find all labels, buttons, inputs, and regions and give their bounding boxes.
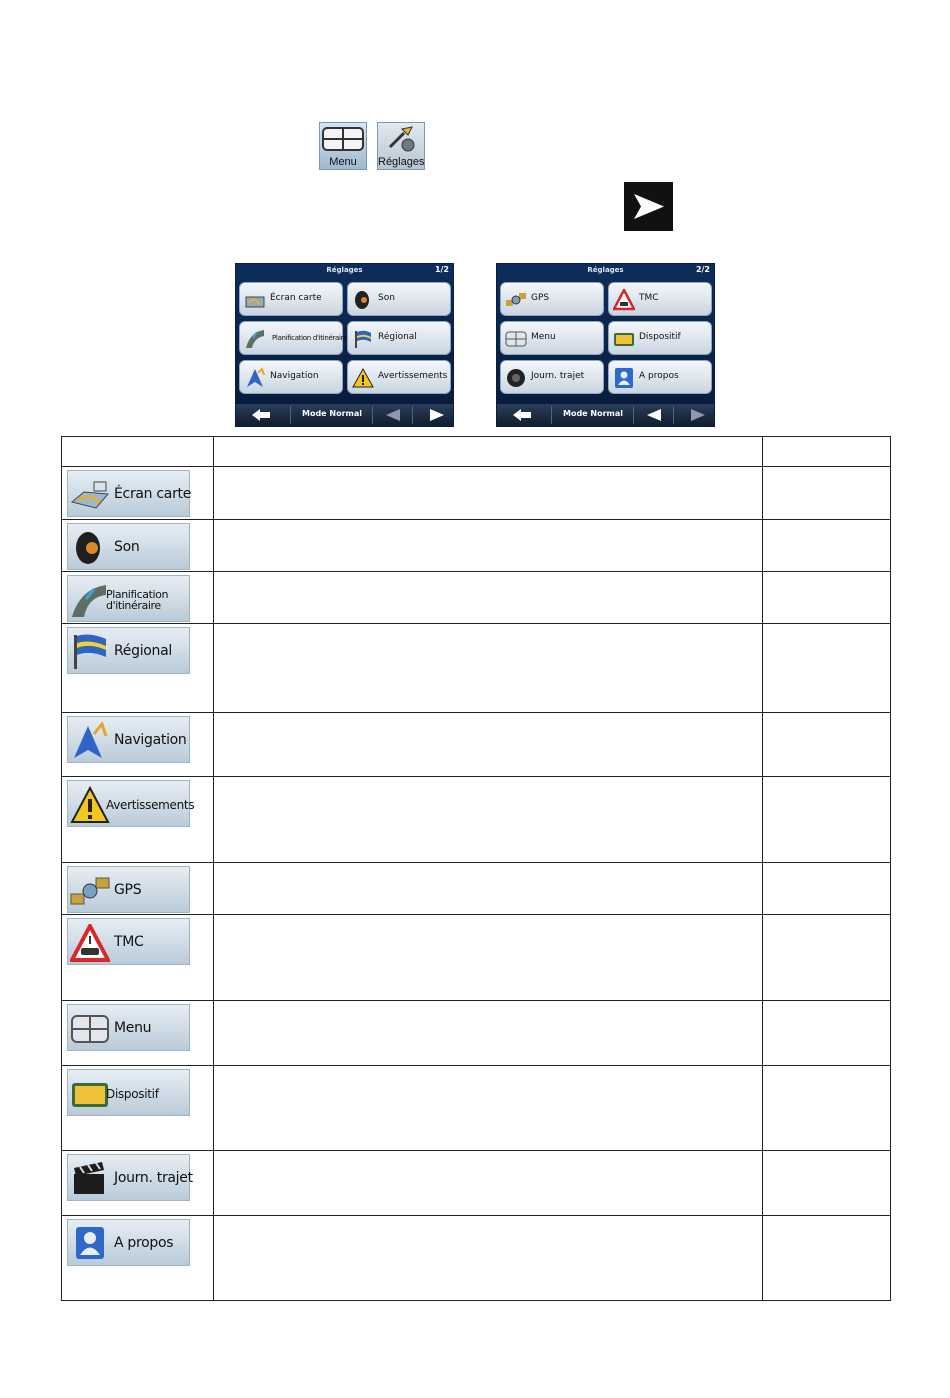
journ-trajet-button[interactable] <box>67 1154 193 1201</box>
menu-label: Menu <box>329 156 357 168</box>
ecran-carte-label: Écran carte <box>114 486 192 502</box>
clapperboard-icon <box>70 1160 110 1198</box>
regional-label: Régional <box>114 643 172 659</box>
settings-table <box>61 436 891 1301</box>
table-row <box>62 1001 891 1066</box>
ecran-carte-button[interactable] <box>67 470 190 517</box>
screen-btn-label: Planification d'itinéraire <box>272 334 348 342</box>
reglages-button[interactable] <box>377 122 425 170</box>
screen-btn-ecran-carte[interactable] <box>239 282 343 316</box>
next-page-icon[interactable] <box>426 408 448 422</box>
clapperboard-icon <box>505 367 527 389</box>
screen-btn-gps[interactable] <box>500 282 604 316</box>
screen-btn-avertissements[interactable] <box>347 360 451 394</box>
table-row <box>62 572 891 624</box>
traffic-warning-icon <box>70 924 110 962</box>
table-row <box>62 1216 891 1301</box>
speaker-icon <box>70 529 110 567</box>
dispositif-button[interactable] <box>67 1069 190 1116</box>
device-icon <box>70 1075 110 1113</box>
screen-btn-son[interactable] <box>347 282 451 316</box>
satellite-icon <box>70 872 110 910</box>
screen-btn-label: Avertissements <box>378 371 448 381</box>
play-arrow-icon <box>624 182 673 231</box>
screen-title: Réglages <box>587 266 624 274</box>
next-page-icon[interactable] <box>687 408 709 422</box>
journ-trajet-label: Journ. trajet <box>114 1170 193 1186</box>
planification-label-line1: Planification <box>106 588 169 601</box>
map-screen-icon <box>70 476 110 514</box>
screen-btn-label: Navigation <box>270 371 319 381</box>
device-icon <box>613 328 635 350</box>
mode-label[interactable]: Mode Normal <box>562 409 623 418</box>
screen-btn-label: Son <box>378 293 395 303</box>
screen-title: Réglages <box>326 266 363 274</box>
table-row <box>62 863 891 915</box>
about-person-icon <box>613 367 635 389</box>
avertissements-button[interactable] <box>67 780 195 827</box>
wrench-icon <box>378 123 424 155</box>
planification-label-line2: d'itinéraire <box>106 599 161 612</box>
gps-button[interactable] <box>67 866 190 913</box>
header-cell <box>214 437 763 467</box>
table-row <box>62 467 891 520</box>
warning-icon <box>352 367 374 389</box>
satellite-icon <box>505 289 527 311</box>
settings-screen-page-2 <box>496 263 715 427</box>
warning-icon <box>70 786 110 824</box>
screen-btn-label: Dispositif <box>639 332 681 342</box>
screen-btn-navigation[interactable] <box>239 360 343 394</box>
reglages-label: Réglages <box>378 156 425 168</box>
flag-icon <box>70 633 110 671</box>
screen-btn-label: GPS <box>531 293 550 303</box>
screen-bottom-bar <box>236 404 453 426</box>
table-row <box>62 777 891 863</box>
screen-btn-label: Régional <box>378 332 417 342</box>
screen-btn-regional[interactable] <box>347 321 451 355</box>
page-indicator: 2/2 <box>695 265 710 274</box>
screen-btn-journ-trajet[interactable] <box>500 360 604 394</box>
menu-grid-icon <box>70 1010 110 1048</box>
back-arrow-icon[interactable] <box>511 408 533 422</box>
table-row <box>62 713 891 777</box>
son-label: Son <box>114 539 140 555</box>
dispositif-label: Dispositif <box>106 1087 159 1101</box>
menu-grid-icon <box>320 125 366 155</box>
table-row <box>62 520 891 572</box>
flag-icon <box>352 328 374 350</box>
tmc-button[interactable] <box>67 918 190 965</box>
screen-btn-menu[interactable] <box>500 321 604 355</box>
menu-settings-button[interactable] <box>67 1004 190 1051</box>
prev-page-icon[interactable] <box>643 408 665 422</box>
gps-label: GPS <box>114 882 142 898</box>
traffic-warning-icon <box>613 289 635 311</box>
tmc-label: TMC <box>114 934 144 950</box>
settings-screen-page-1 <box>235 263 454 427</box>
screen-btn-label: TMC <box>639 293 659 303</box>
screen-bottom-bar <box>497 404 714 426</box>
table-row <box>62 1066 891 1151</box>
navigation-label: Navigation <box>114 732 187 748</box>
menu-settings-label: Menu <box>114 1020 152 1036</box>
a-propos-label: A propos <box>114 1235 174 1251</box>
screen-btn-a-propos[interactable] <box>608 360 712 394</box>
screen-btn-dispositif[interactable] <box>608 321 712 355</box>
next-button[interactable] <box>624 182 673 231</box>
screen-btn-tmc[interactable] <box>608 282 712 316</box>
screen-btn-label: Journ. trajet <box>531 371 585 381</box>
planification-label <box>106 589 168 611</box>
about-person-icon <box>70 1225 110 1263</box>
table-row <box>62 624 891 713</box>
screen-btn-label: Écran carte <box>270 293 322 303</box>
speaker-icon <box>352 289 374 311</box>
avertissements-label: Avertissements <box>106 798 195 812</box>
page-indicator: 1/2 <box>434 265 449 274</box>
back-arrow-icon[interactable] <box>250 408 272 422</box>
son-button[interactable] <box>67 523 190 570</box>
table-row <box>62 1151 891 1216</box>
screen-btn-label: Menu <box>531 332 556 342</box>
menu-grid-icon <box>505 328 527 350</box>
map-screen-icon <box>244 289 266 311</box>
menu-button[interactable] <box>319 122 367 170</box>
route-planning-icon <box>244 328 266 350</box>
navigation-arrow-icon <box>244 367 266 389</box>
navigation-button[interactable] <box>67 716 190 763</box>
table-header <box>62 437 891 467</box>
screen-btn-label: A propos <box>639 371 679 381</box>
prev-page-icon[interactable] <box>382 408 404 422</box>
header-cell <box>762 437 890 467</box>
a-propos-button[interactable] <box>67 1219 190 1266</box>
screen-btn-planification[interactable] <box>239 321 348 355</box>
mode-label[interactable]: Mode Normal <box>301 409 362 418</box>
planification-button[interactable] <box>67 575 190 622</box>
route-planning-icon <box>70 581 110 619</box>
regional-button[interactable] <box>67 627 190 674</box>
navigation-arrow-icon <box>70 722 110 760</box>
table-row <box>62 915 891 1001</box>
header-cell <box>62 437 214 467</box>
